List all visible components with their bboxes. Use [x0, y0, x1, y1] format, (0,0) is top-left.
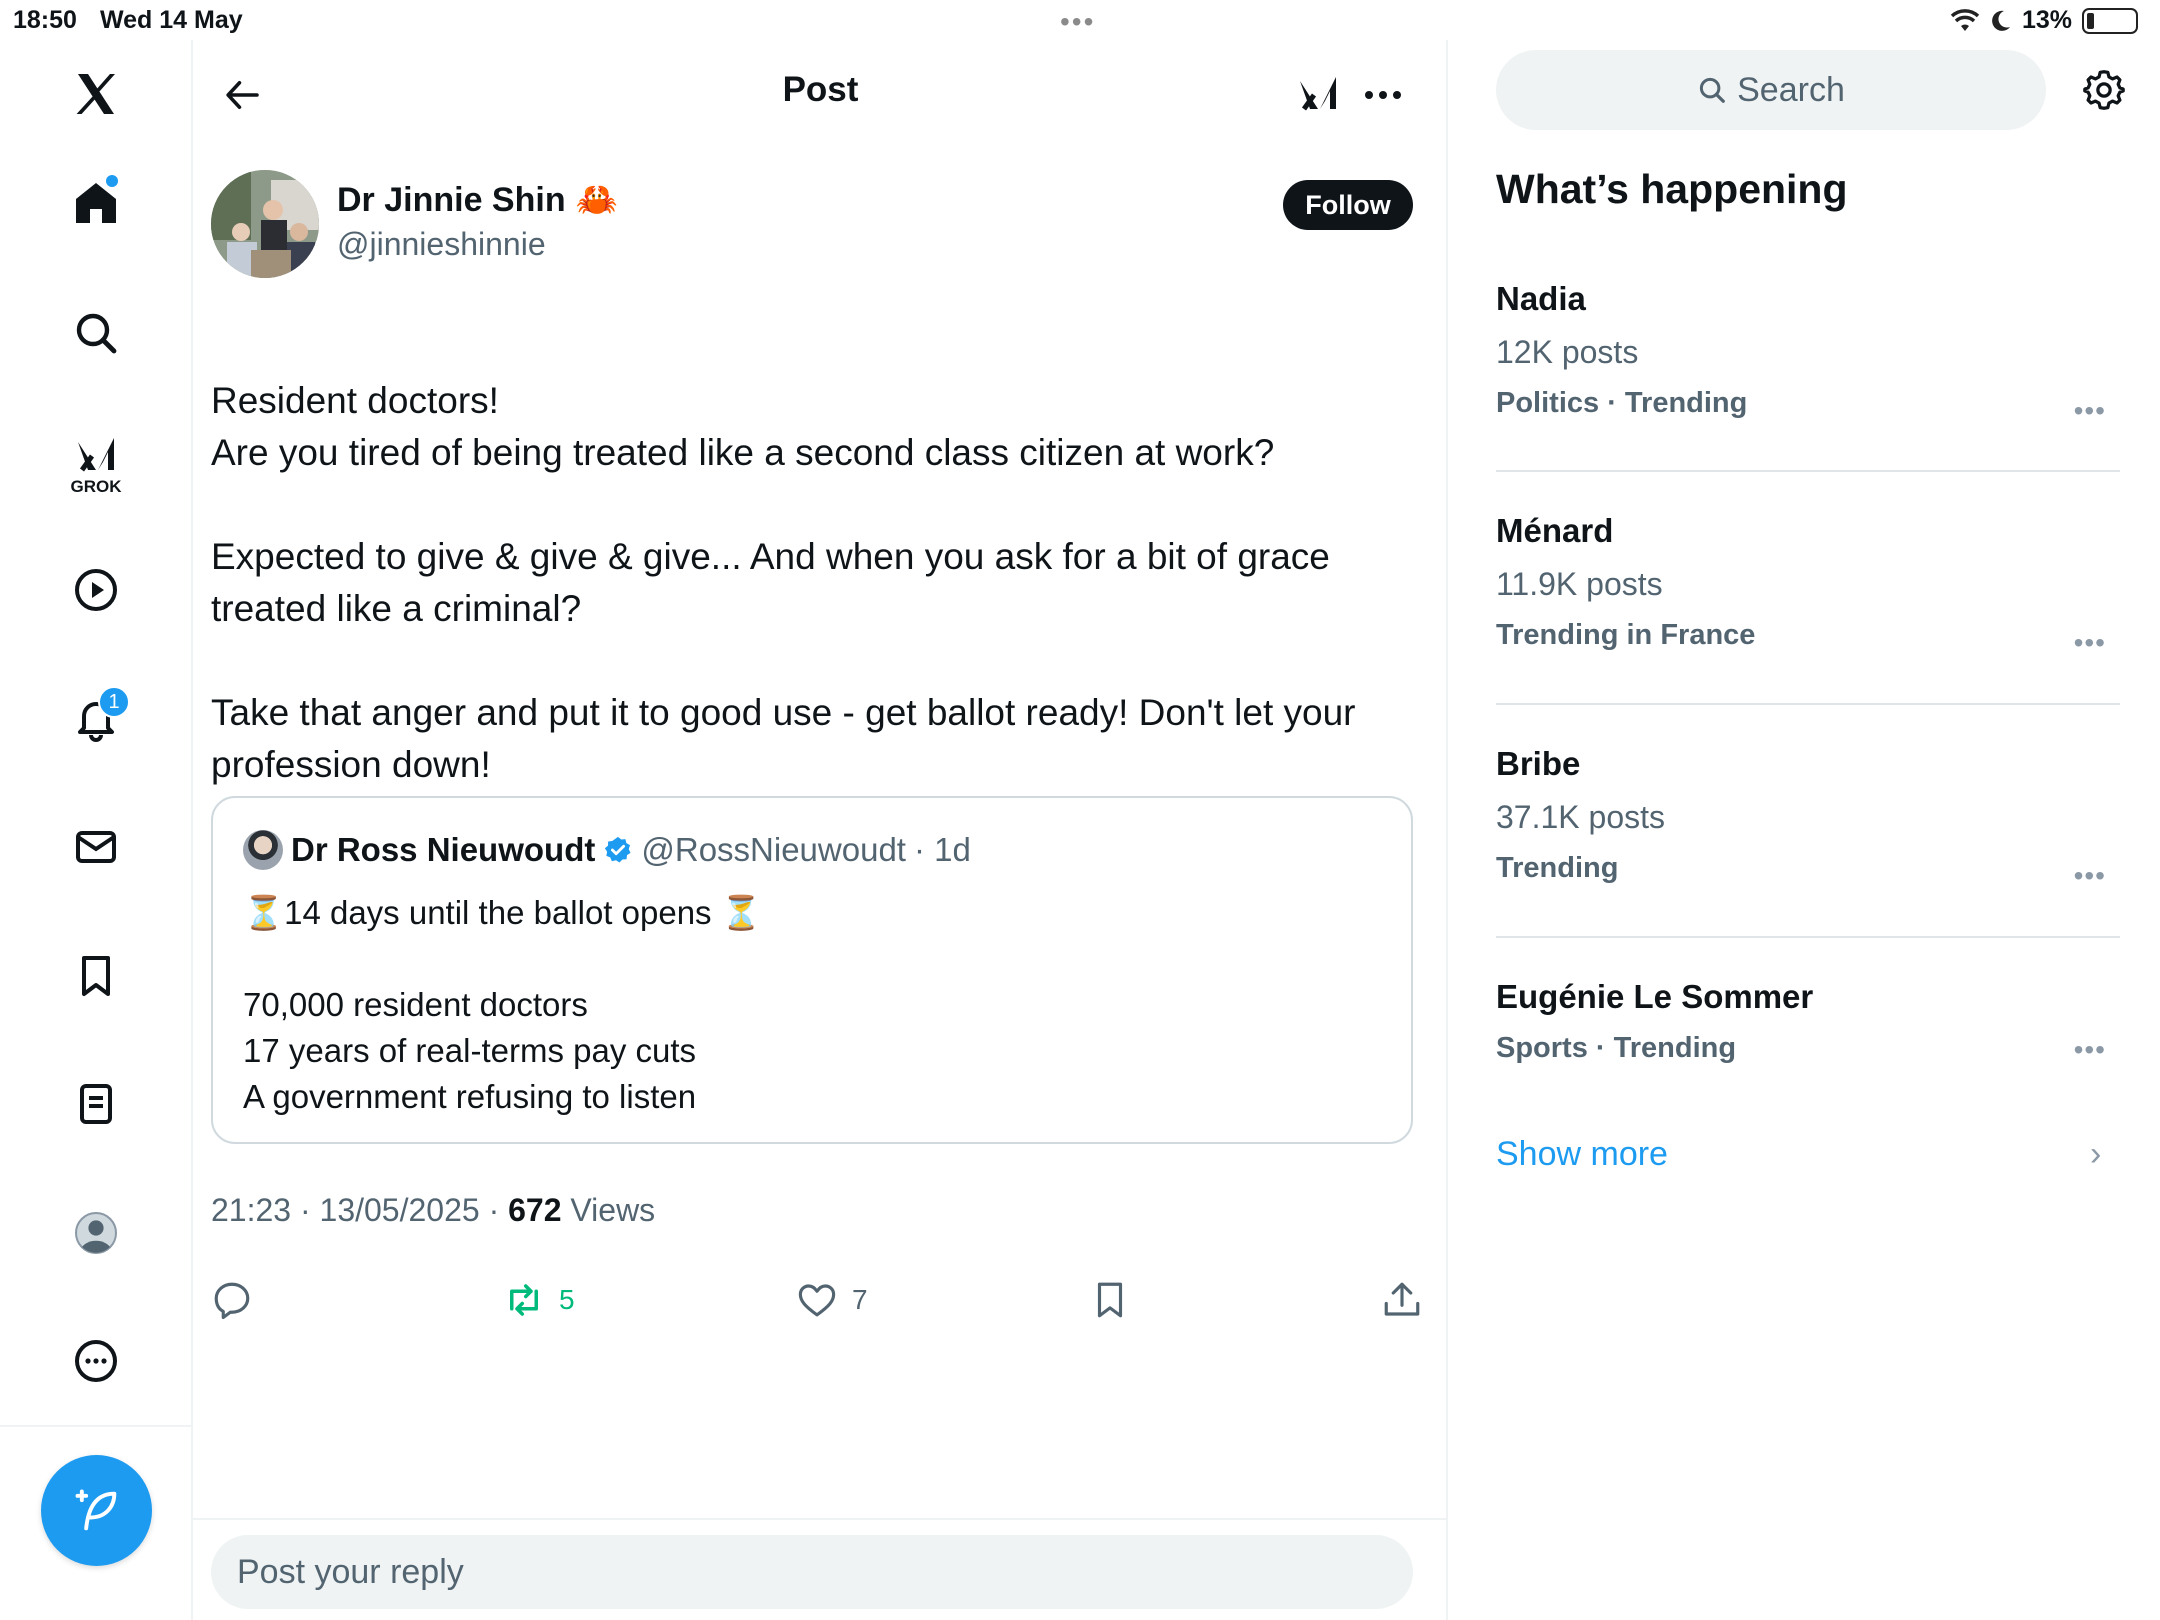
status-indicators [1950, 6, 2138, 35]
trend-category: Trending [1496, 852, 1619, 884]
feather-plus-icon [71, 1485, 123, 1537]
left-nav [0, 40, 193, 1620]
nav-explore[interactable] [60, 297, 132, 369]
settings-button[interactable] [2074, 60, 2134, 120]
trend-count: 37.1K posts [1496, 799, 1665, 835]
grok-explain-button[interactable] [1288, 65, 1348, 125]
trend-item[interactable] [1496, 745, 2120, 891]
notifications-badge: 1 [98, 686, 130, 718]
page-title: Post [782, 70, 859, 109]
play-circle-icon [72, 566, 120, 614]
trend-name: Ménard [1496, 512, 1614, 549]
nav-bookmarks[interactable] [60, 940, 132, 1012]
whats-happening-title: What’s happening [1496, 166, 1848, 212]
wifi-icon [1950, 9, 1980, 33]
post-text: Resident doctors! Are you tired of being treated like a second class citizen at work? Expected to give & give & give... And when you ask for a bit of grace treated like a criminal? Take that anger and put it to good use - get ballot ready! Don't let your profession down! [211, 380, 1356, 785]
quoted-author-avatar [243, 830, 283, 870]
more-options-button[interactable] [1353, 65, 1413, 125]
bookmark-button[interactable] [1089, 1270, 1131, 1330]
grok-label: GROK [70, 477, 122, 496]
compose-button[interactable] [41, 1455, 152, 1566]
quoted-post-text: ⏳14 days until the ballot opens ⏳ 70,000 resident doctors 17 years of real-terms pay cuts A government refusing to listen [243, 894, 762, 1115]
follow-button[interactable]: Follow [1283, 180, 1413, 230]
trend-more-icon[interactable]: ••• [2073, 627, 2106, 658]
trend-name: Nadia [1496, 280, 1586, 317]
trend-category: Politics · Trending [1496, 387, 1748, 419]
search-placeholder: Search [1737, 70, 1845, 109]
nav-divider [0, 1425, 193, 1427]
heart-icon [796, 1279, 838, 1321]
quoted-post-time: · 1d [913, 831, 971, 868]
more-circle-icon [72, 1337, 120, 1385]
trend-name: Bribe [1496, 745, 1581, 782]
status-time: 18:50 [13, 6, 77, 34]
trend-divider [1496, 703, 2120, 705]
trend-name: Eugénie Le Sommer [1496, 978, 1814, 1015]
trend-item[interactable] [1496, 978, 2120, 1065]
mail-icon [72, 823, 120, 871]
author-photo [211, 170, 319, 278]
post-meta [211, 1192, 655, 1229]
status-bar [0, 0, 2160, 40]
moon-icon [1990, 9, 2012, 33]
quoted-author-name: Dr Ross Nieuwoudt [291, 831, 596, 868]
nav-videos[interactable] [60, 554, 132, 626]
right-sidebar [1450, 40, 2160, 1620]
bookmark-icon [1089, 1279, 1131, 1321]
search-input[interactable] [1496, 50, 2046, 130]
search-icon [1697, 75, 1727, 105]
nav-more[interactable] [60, 1325, 132, 1397]
battery-icon [2082, 8, 2138, 34]
ellipsis-icon [1363, 89, 1403, 101]
nav-profile[interactable] [60, 1197, 132, 1269]
trend-count: 12K posts [1496, 334, 1639, 370]
show-more-link[interactable]: Show more [1496, 1135, 1668, 1173]
quoted-author-handle: @RossNieuwoudt [641, 831, 906, 868]
author-handle[interactable]: @jinnieshinnie [337, 226, 546, 262]
list-icon [72, 1080, 120, 1128]
like-button[interactable] [796, 1270, 868, 1330]
status-date: Wed 14 May [100, 6, 243, 34]
nav-home[interactable] [60, 167, 132, 239]
trend-more-icon[interactable]: ••• [2073, 860, 2106, 891]
nav-notifications[interactable] [60, 682, 132, 754]
trend-more-icon[interactable]: ••• [2073, 395, 2106, 426]
nav-messages[interactable] [60, 811, 132, 883]
gear-icon [2081, 67, 2127, 113]
multitasking-dots-icon[interactable]: ••• [1060, 6, 1096, 37]
quoted-post[interactable] [211, 796, 1413, 1144]
repost-count: 5 [559, 1284, 575, 1315]
crab-emoji-icon: 🦀 [575, 181, 618, 219]
post-actions [211, 1270, 1421, 1330]
trend-more-icon[interactable]: ••• [2073, 1034, 2106, 1065]
chevron-right-icon: › [2090, 1135, 2102, 1173]
trend-divider [1496, 936, 2120, 938]
share-icon [1381, 1279, 1423, 1321]
trend-item[interactable] [1496, 512, 2120, 658]
grok-icon [72, 432, 120, 480]
profile-avatar-icon [72, 1209, 120, 1257]
verified-badge-icon [603, 835, 633, 865]
repost-button[interactable] [503, 1270, 575, 1330]
trend-category: Trending in France [1496, 619, 1756, 651]
views-count: 672 [508, 1192, 562, 1228]
author-name[interactable] [337, 180, 618, 220]
reply-input[interactable] [211, 1535, 1413, 1609]
author-avatar[interactable] [211, 170, 319, 278]
trend-category: Sports · Trending [1496, 1032, 1737, 1064]
trend-count: 11.9K posts [1496, 566, 1663, 602]
home-unread-dot [106, 175, 118, 187]
battery-percent: 13% [2021, 6, 2072, 34]
share-button[interactable] [1381, 1270, 1423, 1330]
repost-icon [503, 1279, 545, 1321]
grok-icon [1294, 71, 1342, 119]
trend-item[interactable] [1496, 280, 2120, 426]
views-label: Views [561, 1192, 656, 1228]
reply-divider [193, 1518, 1448, 1520]
quoted-post-header [243, 830, 971, 870]
post-datetime[interactable]: 21:23 · 13/05/2025 · [211, 1192, 509, 1228]
post-detail-column [193, 40, 1448, 1620]
author-display-name: Dr Jinnie Shin [337, 180, 566, 219]
reply-button[interactable] [211, 1270, 253, 1330]
reply-bubble-icon [211, 1279, 253, 1321]
bookmark-icon [72, 952, 120, 1000]
x-logo-icon[interactable] [60, 58, 132, 130]
like-count: 7 [852, 1284, 868, 1315]
search-icon [72, 309, 120, 357]
nav-lists[interactable] [60, 1068, 132, 1140]
trend-divider [1496, 470, 2120, 472]
